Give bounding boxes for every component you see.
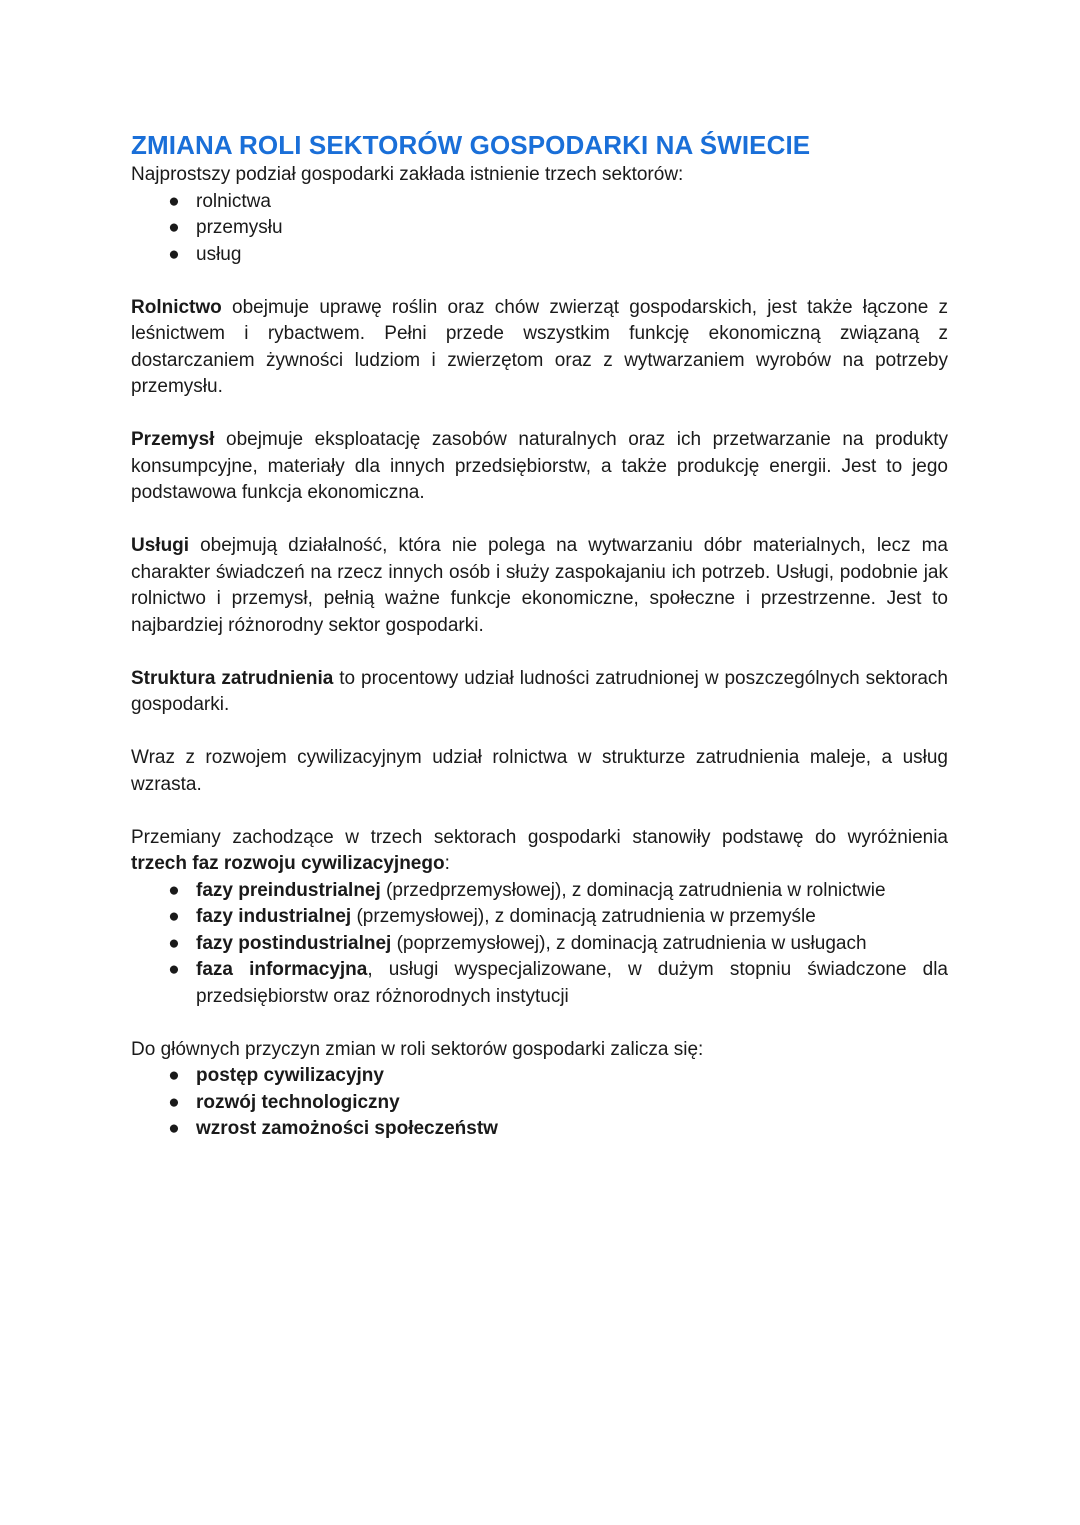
przyczyny-intro: Do głównych przyczyn zmian w roli sektorów gospodarki zalicza się:	[131, 1038, 704, 1060]
przyczyny-list	[131, 1063, 948, 1143]
page-title: ZMIANA ROLI SEKTORÓW GOSPODARKI NA ŚWIECIE	[131, 130, 811, 160]
list-item: ● faza informacyjna, usługi wyspecjalizowane, w dużym stopniu świadczone dla przedsiębiorstw oraz różnorodnych instytucji	[168, 959, 949, 1007]
list-item: ● wzrost zamożności społeczeństw	[131, 1116, 948, 1143]
document-page	[131, 128, 948, 1143]
bullet-icon: ●	[168, 190, 180, 212]
bullet-icon: ●	[168, 959, 180, 980]
struktura-paragraph: Struktura zatrudnienia to procentowy udział ludności zatrudnionej w poszczególnych sektorach gospodarki.	[131, 667, 948, 715]
term-rolnictwo: Rolnictwo	[131, 296, 222, 318]
list-item: ● postęp cywilizacyjny	[131, 1063, 948, 1090]
bullet-icon: ●	[168, 1118, 180, 1139]
term-trzech-faz: trzech faz rozwoju cywilizacyjnego	[131, 853, 445, 874]
list-item: ● rolnictwa	[131, 189, 948, 216]
list-item: ● fazy postindustrialnej (poprzemysłowej), z dominacją zatrudnienia w usługach	[131, 931, 948, 958]
term-przemysl: Przemysł	[131, 429, 215, 450]
rolnictwo-paragraph: Rolnictwo obejmuje uprawę roślin oraz chów zwierząt gospodarskich, jest także łączone z leśnictwem i rybactwem. Pełni przede wszystkim funkcję ekonomiczną związaną z dostarczaniem żywności ludziom i zwierzętom oraz z wytwarzaniem wyrobów na potrzeby przemysłu.	[131, 296, 948, 397]
bullet-icon: ●	[168, 906, 180, 927]
bullet-icon: ●	[168, 932, 180, 954]
sectors-list	[131, 189, 948, 269]
bullet-icon: ●	[168, 1091, 180, 1113]
bullet-icon: ●	[168, 243, 180, 265]
uslugi-paragraph: Usługi obejmują działalność, która nie polega na wytwarzaniu dóbr materialnych, lecz ma charakter świadczeń na rzecz innych osób i służy zaspokajaniu ich potrzeb. Usługi, podobnie jak rolnictwo i przemysł, pełnią ważne funkcje ekonomiczne, społeczne i przestrzenne. Jest to najbardziej różnorodny sektor gospodarki.	[131, 535, 948, 636]
bullet-icon: ●	[168, 879, 180, 901]
bullet-icon: ●	[168, 217, 180, 238]
intro-paragraph: Najprostszy podział gospodarki zakłada istnienie trzech sektorów:	[131, 164, 684, 185]
list-item: ● przemysłu	[131, 215, 948, 242]
przemysl-paragraph: Przemysł obejmuje eksploatację zasobów naturalnych oraz ich przetwarzanie na produkty konsumpcyjne, materiały dla innych przedsiębiorstw, a także produkcję energii. Jest to jego podstawowa funkcja ekonomiczna.	[131, 429, 948, 503]
przemiany-paragraph: Przemiany zachodzące w trzech sektorach gospodarki stanowiły podstawę do wyróżnienia trzech faz rozwoju cywilizacyjnego:	[131, 826, 948, 874]
list-item: ● fazy preindustrialnej (przedprzemysłowej), z dominacją zatrudnienia w rolnictwie	[131, 878, 948, 905]
list-item: ● usług	[131, 242, 948, 269]
term-struktura: Struktura zatrudnienia	[131, 667, 334, 689]
phases-list	[131, 878, 948, 1011]
list-item: ● fazy industrialnej (przemysłowej), z dominacją zatrudnienia w przemyśle	[131, 904, 948, 931]
bullet-icon: ●	[168, 1065, 180, 1086]
term-uslugi: Usługi	[131, 535, 190, 556]
wraz-paragraph: Wraz z rozwojem cywilizacyjnym udział rolnictwa w strukturze zatrudnienia maleje, a usług wzrasta.	[131, 747, 948, 795]
list-item: ● rozwój technologiczny	[131, 1090, 948, 1117]
